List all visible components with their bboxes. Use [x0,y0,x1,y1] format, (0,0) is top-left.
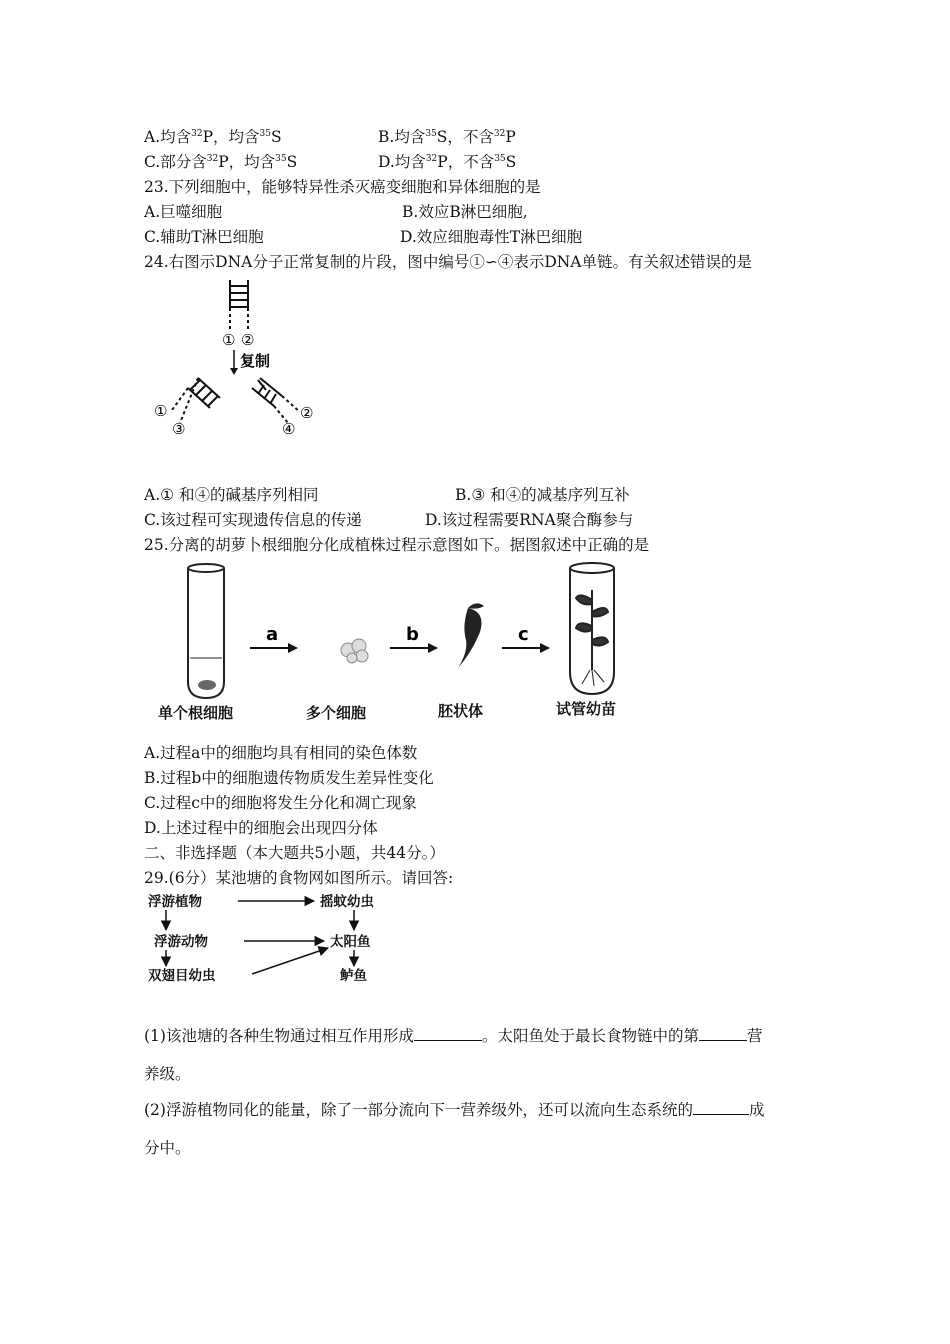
q24-stem: 24.右图示DNA分子正常复制的片段，图中编号①∽④表示DNA单链。有关叙述错误的是 [144,253,753,271]
q24-option-d: D.该过程需要RNA聚合酶参与 [425,511,634,529]
label-a: a [266,624,279,645]
q29-part1-line2: 养级。 [144,1065,191,1083]
q23-option-c: C.辅助T淋巴细胞 [144,228,264,246]
q23-stem: 23.下列细胞中，能够特异性杀灭癌变细胞和异体细胞的是 [144,178,541,196]
q22-option-a: A.均含$^{32}$P，均含$^{35}$S [144,128,282,146]
q29-part2-line1: (2)浮游植物同化的能量，除了一部分流向下一营养级外，还可以流向生态系统的 成 [144,1101,765,1119]
q25-stem: 25.分离的胡萝卜根细胞分化成植株过程示意图如下。据图叙述中正确的是 [144,536,650,554]
q29-part2-line2: 分中。 [144,1139,191,1157]
q22-option-d: D.均含$^{32}$P，不含$^{35}$S [378,153,517,171]
q22-option-c: C.部分含$^{32}$P，均含$^{35}$S [144,153,298,171]
caption-embryoid: 胚状体 [438,702,484,720]
node-perch: 鲈鱼 [340,968,367,984]
dna-replication-figure [150,278,330,438]
node-sunfish: 太阳鱼 [330,934,371,950]
q25-option-c: C.过程c中的细胞将发生分化和凋亡现象 [144,794,417,812]
label-right-4: ④ [282,420,296,438]
multiple-cells [341,639,368,663]
answer-blank-3[interactable] [693,1100,749,1115]
label-copy: 复制 [240,352,271,370]
caption-single-root-cell: 单个根细胞 [158,704,234,722]
label-right-2: ② [300,404,314,422]
label-c: c [518,624,529,645]
answer-blank-2[interactable] [699,1026,747,1041]
label-top-1: ① [222,331,236,349]
node-midge-larva: 摇蚊幼虫 [320,894,374,910]
caption-plantlet: 试管幼苗 [556,700,617,718]
q25-option-d: D.上述过程中的细胞会出现四分体 [144,819,378,837]
label-left-3: ③ [172,420,186,438]
answer-blank-1[interactable] [414,1026,482,1041]
q22-option-b: B.均含$^{35}$S，不含$^{32}$P [378,128,516,146]
node-zooplankton: 浮游动物 [154,934,208,950]
section-heading: 二、非选择题（本大题共5小题，共44分。） [144,844,445,862]
q24-option-b: B.③ 和④的减基序列互补 [455,486,630,504]
caption-multiple-cells: 多个细胞 [306,704,367,722]
q23-option-d: D.效应细胞毒性T淋巴细胞 [400,228,583,246]
left-daughter-dna [172,378,220,423]
q23-option-b: B.效应B淋巴细胞, [402,203,528,221]
q24-option-a: A.① 和④的碱基序列相同 [144,486,319,504]
parent-dna [230,280,248,330]
right-daughter-dna [252,378,300,423]
q29-part1-line1: (1)该池塘的各种生物通过相互作用形成 。太阳鱼处于最长食物链中的第 营 [144,1027,763,1045]
q29-stem: 29.(6分）某池塘的食物网如图所示。请回答: [144,869,454,887]
food-web-figure [144,890,414,985]
node-diptera-larva: 双翅目幼虫 [148,968,216,984]
label-b: b [406,624,419,645]
q25-option-b: B.过程b中的细胞遗传物质发生差异性变化 [144,769,434,787]
q24-option-c: C.该过程可实现遗传信息的传递 [144,511,362,529]
edge-diptera-sunfish [252,948,328,974]
test-tube-plantlet [570,563,614,694]
node-phytoplankton: 浮游植物 [148,894,202,910]
q23-option-a: A.巨噬细胞 [144,203,223,221]
test-tube-single-cell [188,564,224,698]
embryoid [458,608,482,668]
q25-option-a: A.过程a中的细胞均具有相同的染色体数 [144,744,418,762]
label-left-1: ① [154,402,168,420]
label-top-2: ② [241,331,255,349]
